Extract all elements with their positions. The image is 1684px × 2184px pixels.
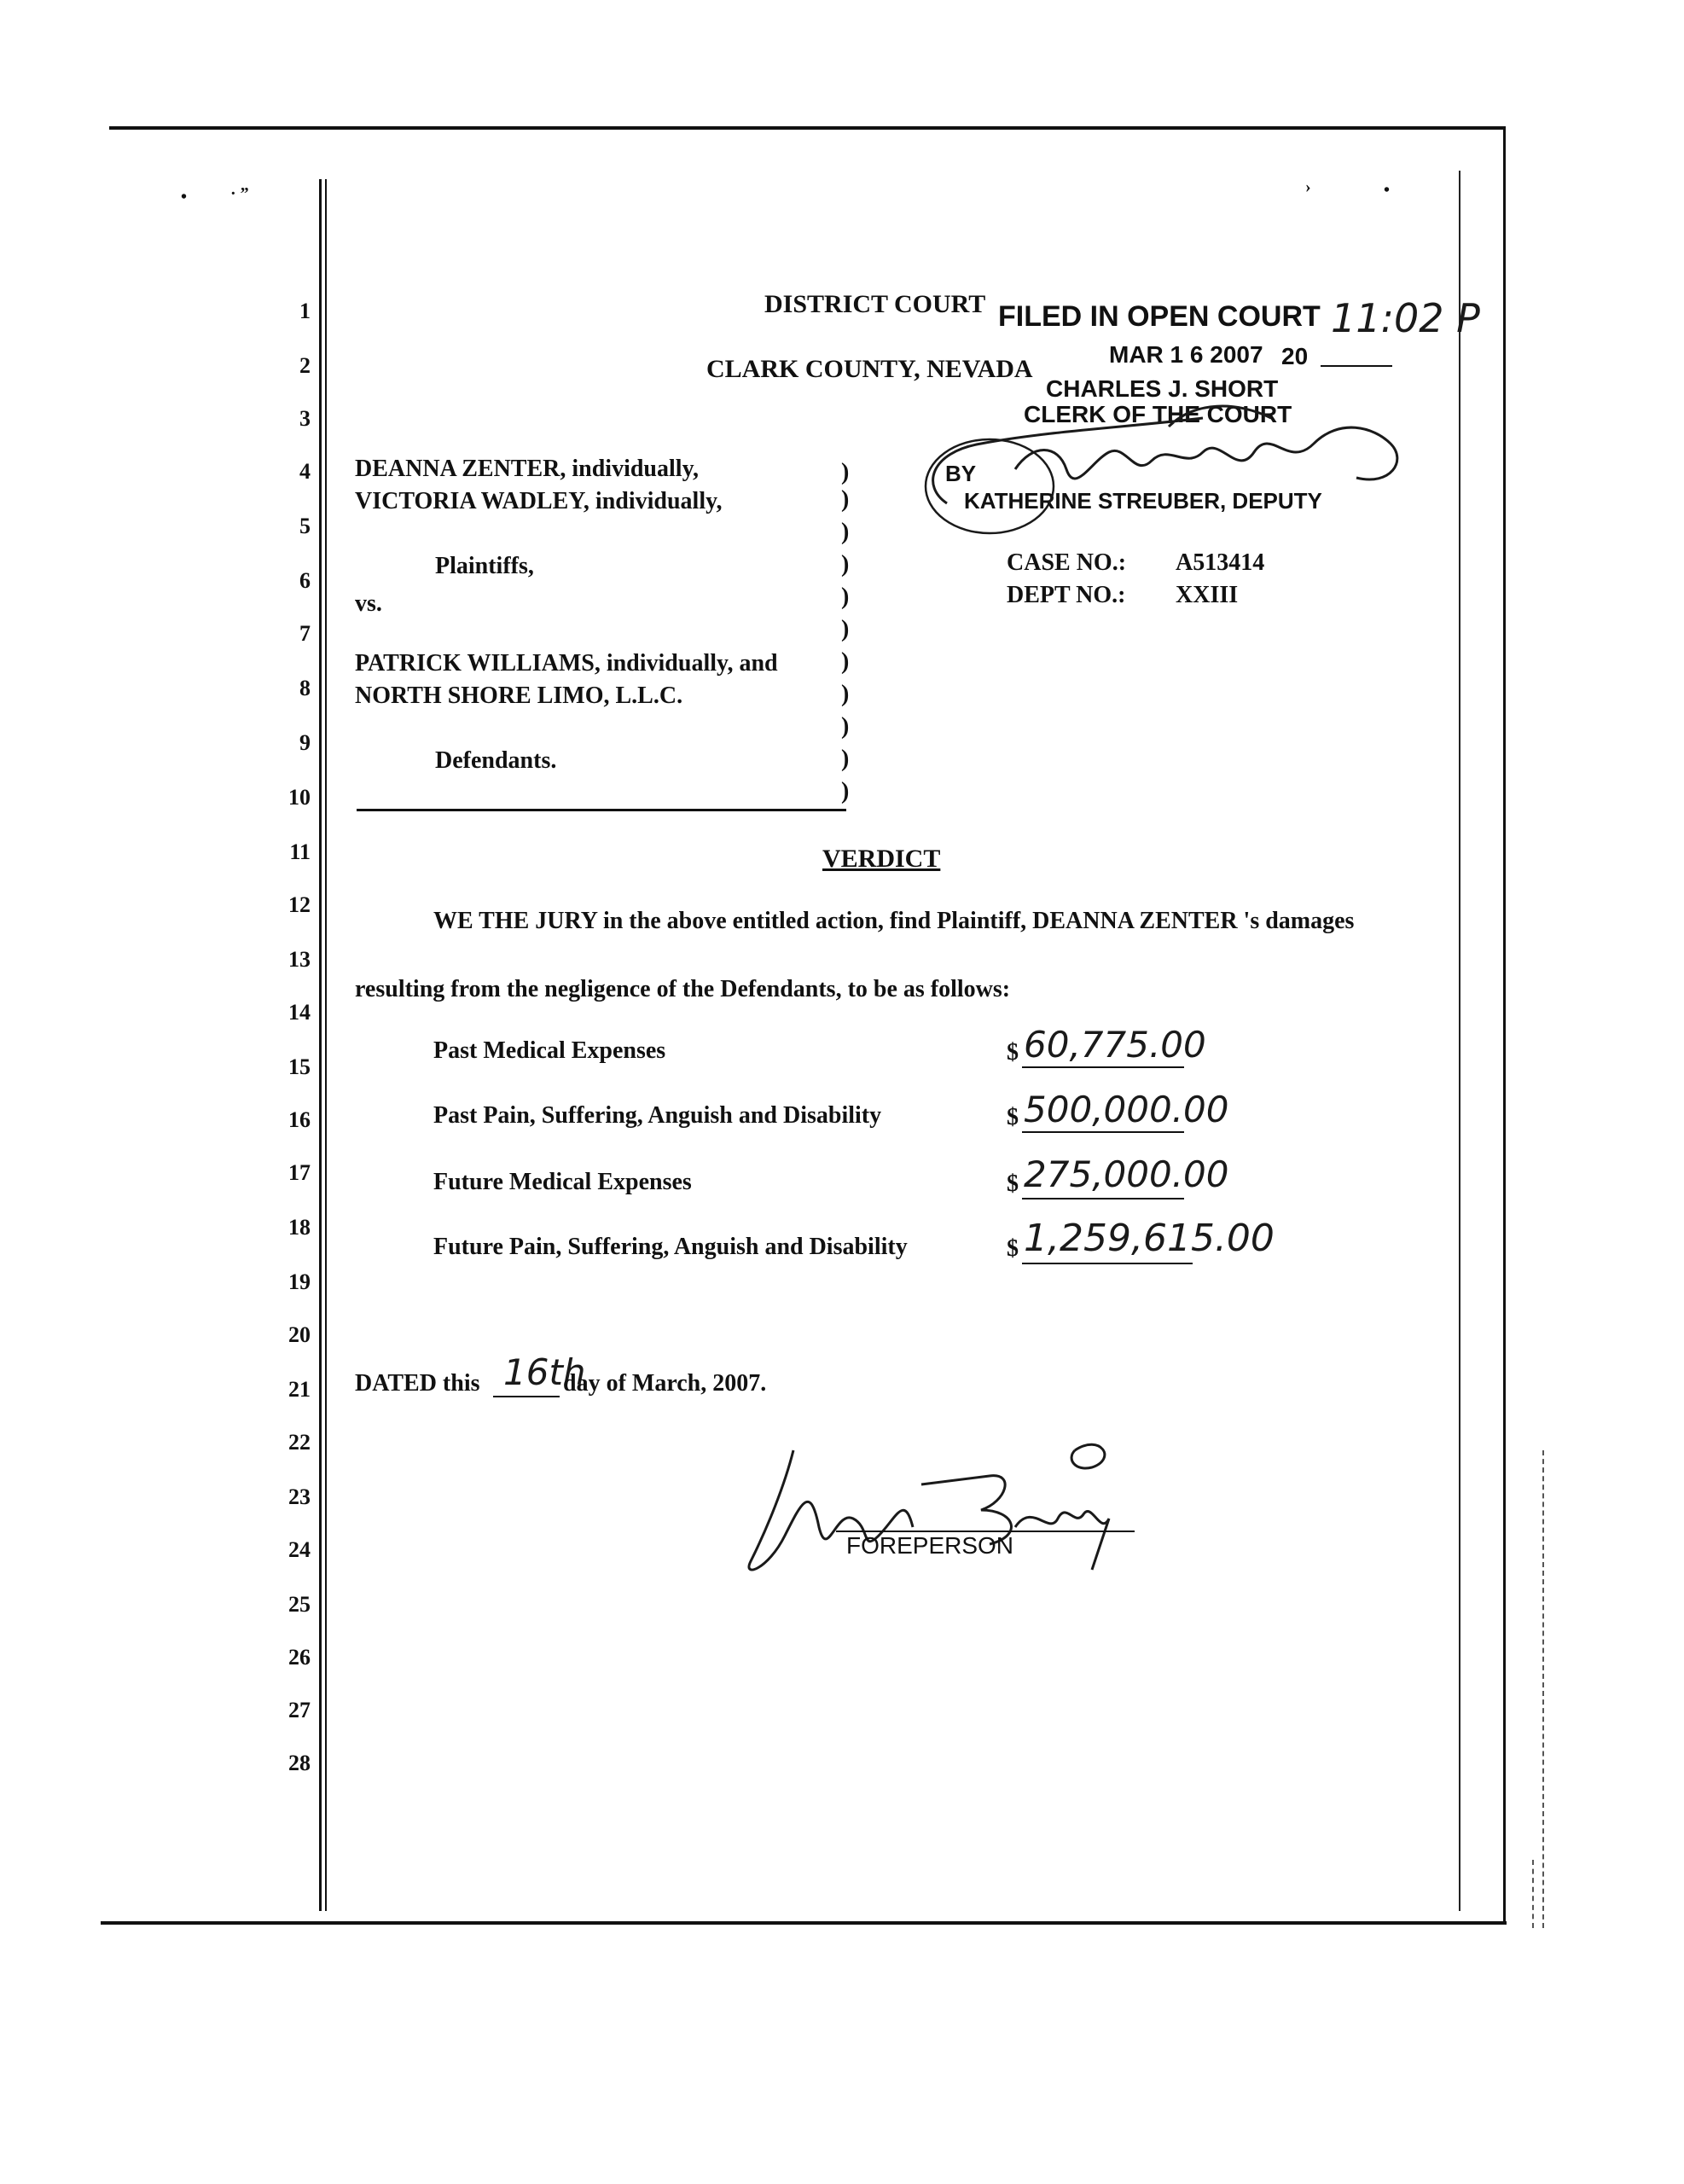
currency-sign: $ [1007,1235,1019,1262]
caption-bracket: ) [841,681,850,707]
caption-bracket: ) [841,459,850,485]
stamp-filed-text: FILED IN OPEN COURT [998,300,1321,333]
line-number: 5 [299,514,311,538]
line-number: 27 [288,1698,311,1722]
pleading-margin-line [319,179,322,1911]
line-number: 19 [288,1269,311,1294]
stamp-handwritten-time: 11:02 P [1331,295,1480,341]
damages-amount: 60,775.00 [1024,1024,1206,1066]
defendants-label: Defendants. [435,747,557,774]
stamp-year-prefix: 20 [1281,343,1309,369]
amount-line [1022,1131,1184,1133]
caption-bracket: ) [841,519,850,545]
currency-sign: $ [1007,1170,1019,1197]
dated-day: 16th [503,1351,586,1393]
amount-line [1022,1263,1193,1264]
scan-mark: · ” [230,184,249,203]
foreperson-title: FOREPERSON [846,1532,1014,1559]
defendant-name: NORTH SHORE LIMO, L.L.C. [355,682,683,709]
line-number: 13 [288,947,311,972]
line-number: 1 [299,299,311,323]
dated-prefix: DATED this [355,1370,480,1397]
line-number: 2 [299,353,311,378]
pleading-margin-line [325,179,327,1911]
dated-day-line [493,1396,560,1397]
caption-bracket: ) [841,551,850,578]
plaintiff-name: DEANNA ZENTER, individually, [355,456,700,482]
defendant-name: PATRICK WILLIAMS, individually, and [355,650,778,677]
caption-bracket: ) [841,616,850,642]
line-number: 24 [288,1537,311,1562]
stamp-year-line [1321,365,1392,367]
caption-bracket: ) [841,713,850,740]
pleading-right-margin-line [1459,171,1460,1911]
damages-label: Future Pain, Suffering, Anguish and Disability [433,1234,908,1260]
foreperson-signature-icon [734,1433,1126,1587]
line-number: 3 [299,406,311,431]
amount-line [1022,1066,1184,1068]
line-number: 16 [288,1107,311,1132]
page-border-right [1503,126,1506,1923]
line-number: 18 [288,1215,311,1240]
caption-bracket: ) [841,486,850,513]
line-number: 26 [288,1645,311,1670]
dept-number-label: DEPT NO.: [1007,582,1126,608]
line-number: 11 [289,839,311,864]
damages-amount: 275,000.00 [1024,1153,1229,1195]
stamp-clerk-title: CLERK OF THE COURT [1024,401,1292,427]
line-number: 14 [288,1000,311,1025]
case-number-label: CASE NO.: [1007,549,1127,576]
line-number: 17 [288,1160,311,1185]
line-number: 21 [288,1377,311,1402]
caption-rule [357,809,846,811]
currency-sign: $ [1007,1104,1019,1130]
line-number: 22 [288,1430,311,1455]
damages-amount: 500,000.00 [1024,1089,1229,1130]
verdict-title: VERDICT [822,845,941,873]
line-number: 25 [288,1592,311,1617]
dated-suffix: day of March, 2007. [563,1370,767,1397]
stamp-deputy: KATHERINE STREUBER, DEPUTY [964,488,1322,514]
verdict-intro: WE THE JURY in the above entitled action, find Plaintiff, DEANNA ZENTER 's damages [433,908,1355,934]
amount-line [1022,1198,1184,1199]
clerk-signature-icon [913,392,1425,546]
scan-artifact [1532,1860,1534,1928]
scan-mark: • [181,188,188,206]
stamp-date: MAR 1 6 2007 [1109,341,1263,368]
currency-sign: $ [1007,1039,1019,1066]
damages-label: Future Medical Expenses [433,1169,692,1195]
caption-bracket: ) [841,746,850,772]
line-number: 12 [288,892,311,917]
court-county: CLARK COUNTY, NEVADA [706,355,1033,383]
damages-label: Past Medical Expenses [433,1037,666,1064]
line-number: 4 [299,459,311,484]
caption-bracket: ) [841,778,850,804]
plaintiff-name: VICTORIA WADLEY, individually, [355,488,723,514]
stamp-by: BY [945,461,977,486]
line-number: 6 [299,568,311,593]
plaintiffs-label: Plaintiffs, [435,553,534,579]
line-number: 20 [288,1322,311,1347]
scan-artifact [1542,1450,1544,1928]
page-border-top [109,126,1505,130]
line-number: 15 [288,1054,311,1079]
stamp-clerk-name: CHARLES J. SHORT [1046,375,1279,402]
dept-number: XXIII [1176,582,1239,608]
line-number: 23 [288,1484,311,1509]
line-number: 9 [299,730,311,755]
verdict-intro: resulting from the negligence of the Defendants, to be as follows: [355,976,1011,1002]
line-number: 8 [299,676,311,700]
scan-mark: • [1384,181,1391,200]
court-name: DISTRICT COURT [764,290,986,318]
damages-amount: 1,259,615.00 [1024,1217,1275,1260]
caption-bracket: ) [841,584,850,610]
versus-label: vs. [355,590,382,617]
line-number: 28 [288,1751,311,1775]
caption-bracket: ) [841,648,850,675]
case-number: A513414 [1176,549,1265,576]
damages-label: Past Pain, Suffering, Anguish and Disability [433,1102,882,1129]
scan-mark: › [1305,177,1311,196]
page-border-bottom [101,1921,1507,1925]
line-number: 10 [288,785,311,810]
line-number: 7 [299,621,311,646]
